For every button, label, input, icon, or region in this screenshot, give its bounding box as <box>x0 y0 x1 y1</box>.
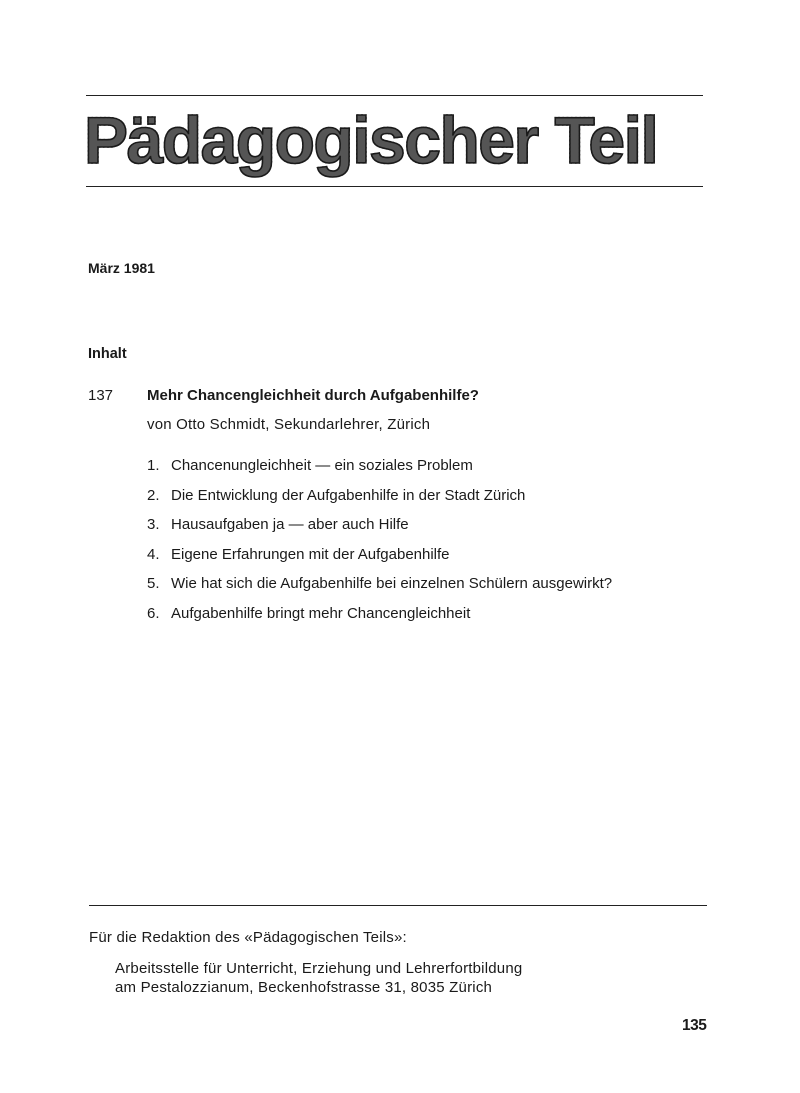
section-number: 6. <box>147 604 160 622</box>
list-item <box>147 546 612 576</box>
section-title: Hausaufgaben ja — aber auch Hilfe <box>171 516 409 534</box>
footer-rule <box>89 905 707 906</box>
section-list <box>147 457 612 635</box>
editorial-note: Für die Redaktion des «Pädagogischen Teils»: <box>89 929 407 946</box>
section-number: 4. <box>147 545 160 563</box>
article-title: Mehr Chancengleichheit durch Aufgabenhilfe? <box>147 387 479 404</box>
address-line: Arbeitsstelle für Unterricht, Erziehung und Lehrerfortbildung <box>115 960 523 977</box>
issue-date: März 1981 <box>88 260 155 276</box>
editorial-address <box>115 959 522 997</box>
list-item <box>147 487 612 517</box>
section-number: 5. <box>147 575 160 593</box>
article-author: von Otto Schmidt, Sekundarlehrer, Zürich <box>147 416 431 433</box>
section-number: 3. <box>147 516 160 534</box>
section-title: Chancenungleichheit — ein soziales Problem <box>171 457 473 474</box>
section-title: Die Entwicklung der Aufgabenhilfe in der Stadt Zürich <box>171 486 526 504</box>
page-number: 135 <box>682 1017 707 1034</box>
contents-heading: Inhalt <box>88 346 127 362</box>
title-underline-rule <box>86 186 703 187</box>
list-item <box>147 575 612 605</box>
section-number: 1. <box>147 457 160 474</box>
list-item <box>147 516 612 546</box>
page-title: Pädagogischer Teil <box>84 103 658 177</box>
article-page-number: 137 <box>88 387 114 404</box>
section-title: Wie hat sich die Aufgabenhilfe bei einzelnen Schülern ausgewirkt? <box>171 575 613 593</box>
section-number: 2. <box>147 486 160 504</box>
section-title: Eigene Erfahrungen mit der Aufgabenhilfe <box>171 545 450 563</box>
list-item <box>147 605 612 635</box>
address-line: am Pestalozzianum, Beckenhofstrasse 31, 8035 Zürich <box>115 979 493 996</box>
top-rule <box>86 95 703 96</box>
section-title: Aufgabenhilfe bringt mehr Chancengleichheit <box>171 604 471 622</box>
list-item <box>147 457 612 487</box>
